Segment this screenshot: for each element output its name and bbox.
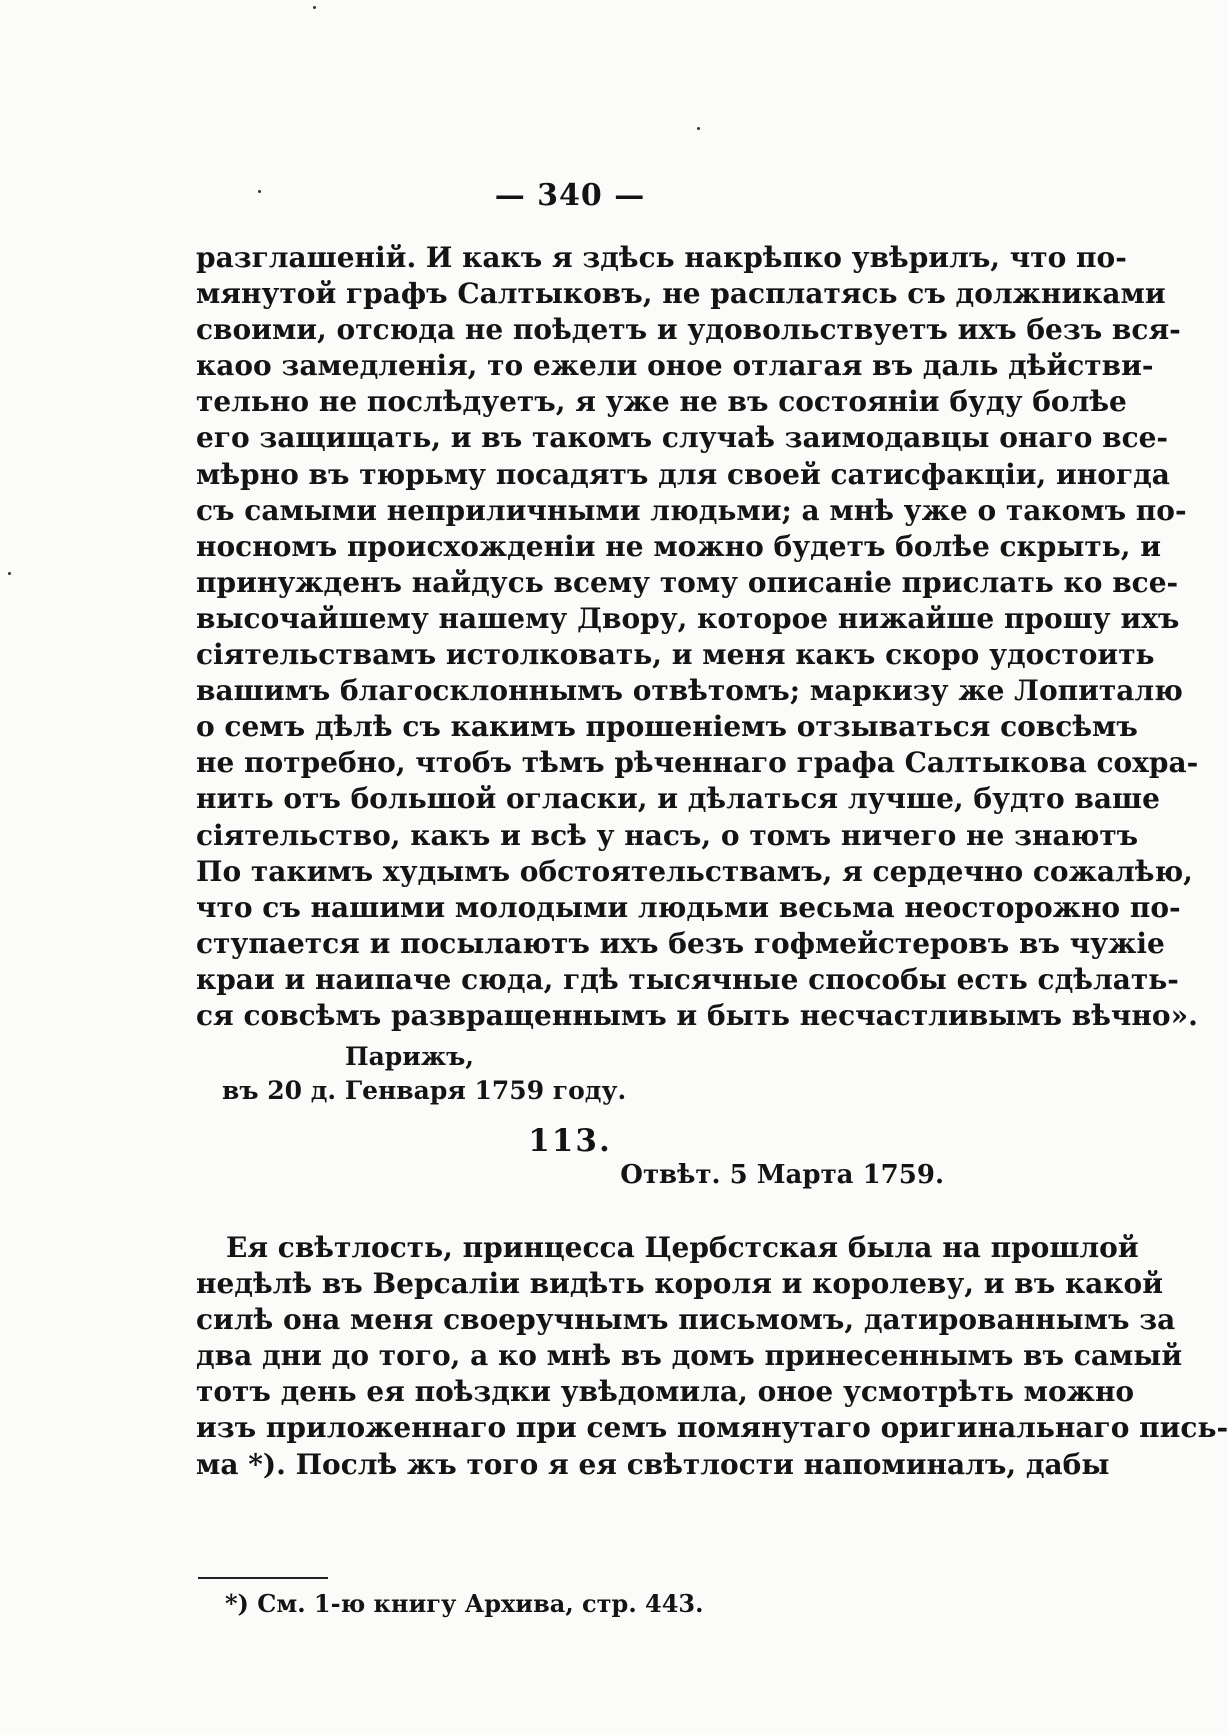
text-line: его защищать, и въ такомъ случаѣ заимодавцы онаго все- — [196, 421, 1169, 455]
paragraph-letter-113 — [196, 1230, 1228, 1483]
text-line: изъ приложеннаго при семъ помянутаго оригинальнаго пись- — [196, 1411, 1228, 1445]
reply-note: Отвѣт. 5 Марта 1759. — [620, 1160, 944, 1190]
text-line: вашимъ благосклоннымъ отвѣтомъ; маркизу же Лопиталю — [196, 674, 1183, 708]
text-line: ся совсѣмъ развращеннымъ и быть несчастливымъ вѣчно». — [196, 998, 1198, 1032]
text-line: нить отъ большой огласки, и дѣлаться лучше, будто ваше — [196, 782, 1160, 816]
text-line: два дни до того, а ко мнѣ въ домъ принесеннымъ въ самый — [196, 1339, 1183, 1373]
signoff-place: Парижъ, — [345, 1042, 474, 1071]
footnote-rule — [198, 1577, 328, 1579]
text-line: разглашеній. И какъ я здѣсь накрѣпко увѣрилъ, что по- — [196, 241, 1127, 274]
text-line: ступается и посылаютъ ихъ безъ гофмейстеровъ въ чужіе — [196, 926, 1165, 960]
text-line: не потребно, чтобъ тѣмъ рѣченнаго графа Салтыкова сохра- — [196, 746, 1199, 780]
text-line: о семъ дѣлѣ съ какимъ прошеніемъ отзываться совсѣмъ — [196, 710, 1138, 744]
letter-number: 113. — [528, 1123, 612, 1159]
text-line: ма *). Послѣ жъ того я ея свѣтлости напоминалъ, дабы — [196, 1447, 1110, 1481]
print-speck — [313, 6, 316, 9]
text-line: каоо замедленія, то ежели оное отлагая въ даль дѣйстви- — [196, 349, 1154, 383]
text-line: тельно не послѣдуетъ, я уже не въ состояніи буду болѣе — [196, 385, 1127, 419]
text-line: мѣрно въ тюрьму посадятъ для своей сатисфакціи, иногда — [196, 457, 1170, 491]
text-line: силѣ она меня своеручнымъ письмомъ, датированнымъ за — [196, 1303, 1176, 1337]
text-line: сіятельствамъ истолковать, и меня какъ скоро удостоить — [196, 638, 1155, 672]
text-line: носномъ происхожденіи не можно будетъ болѣе скрыть, и — [196, 529, 1162, 563]
text-line: высочайшему нашему Двору, которое нижайше прошу ихъ — [196, 601, 1180, 635]
text-line: своими, отсюда не поѣдетъ и удовольствуетъ ихъ безъ вся- — [196, 313, 1181, 347]
page-number: — 340 — — [494, 178, 646, 213]
signoff-date: въ 20 д. Генваря 1759 году. — [222, 1076, 627, 1105]
text-line: мянутой графъ Салтыковъ, не расплатясь съ должниками — [196, 277, 1166, 311]
print-speck — [697, 127, 700, 130]
text-line: По такимъ худымъ обстоятельствамъ, я сердечно сожалѣю, — [196, 854, 1193, 888]
footnote: *) См. 1-ю книгу Архива, стр. 443. — [225, 1589, 704, 1618]
text-line: краи и наипаче сюда, гдѣ тысячные способы есть сдѣлать- — [196, 962, 1179, 996]
text-line: сіятельство, какъ и всѣ у насъ, о томъ ничего не знаютъ — [196, 818, 1139, 852]
paragraph-main — [196, 240, 1199, 1034]
text-line: съ самыми неприличными людьми; а мнѣ уже о такомъ по- — [196, 493, 1187, 527]
text-line: недѣлѣ въ Версаліи видѣть короля и королеву, и въ какой — [196, 1267, 1163, 1301]
print-speck — [8, 572, 11, 575]
text-line: тотъ день ея поѣздки увѣдомила, оное усмотрѣть можно — [196, 1375, 1135, 1409]
text-line: что съ нашими молодыми людьми весьма неосторожно по- — [196, 890, 1181, 924]
text-line: Ея свѣтлость, принцесса Цербстская была на прошлой — [226, 1231, 1139, 1264]
text-line: принужденъ найдусь всему тому описаніе прислать ко все- — [196, 565, 1179, 599]
